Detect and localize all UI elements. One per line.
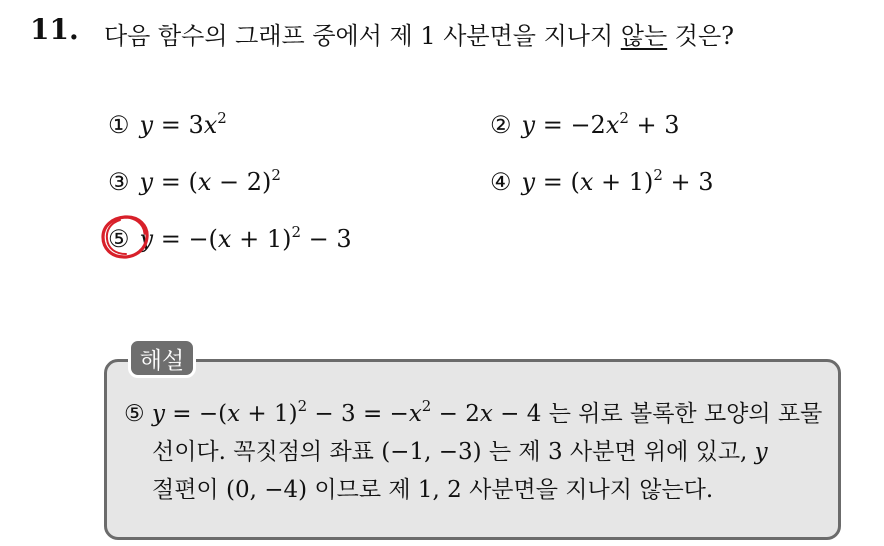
explanation-line-1: ⑤ $y = -(x + 1)^2 - 3 = -x^2 - 2x - 4$ 는 위로 볼록한 모양의 포물 [124, 397, 823, 427]
choice-1-formula: $y = 3x^2$ [139, 109, 227, 139]
question-number: 11. [30, 13, 79, 46]
explanation-line-2: 선이다. 꼭짓점의 좌표 (−1, −3) 는 제 3 사분면 위에 있고, y [152, 439, 768, 465]
question-text-underlined: 않는 [620, 22, 668, 50]
choice-3-formula: $y = (x - 2)^2$ [139, 166, 281, 196]
choice-4-formula: $y = (x + 1)^2 + 3$ [521, 166, 714, 196]
choice-5-mark: ⑤ [108, 225, 130, 253]
choice-4-mark: ④ [490, 168, 512, 196]
explanation-tab: 해설 [128, 338, 196, 378]
choice-4[interactable] [490, 168, 714, 196]
question-text [104, 16, 734, 51]
explanation-line-3: 절편이 (0, −4) 이므로 제 1, 2 사분면을 지나지 않는다. [152, 477, 714, 503]
choice-2-formula: $y = -2x^2 + 3$ [521, 109, 680, 139]
choice-2[interactable] [490, 111, 680, 139]
choice-5[interactable] [108, 225, 352, 253]
question-text-after: 것은? [667, 22, 735, 50]
choice-1-mark: ① [108, 111, 130, 139]
choice-2-mark: ② [490, 111, 512, 139]
choice-3[interactable] [108, 168, 281, 196]
question-text-before: 다음 함수의 그래프 중에서 제 1 사분면을 지나지 [104, 22, 621, 50]
choice-1[interactable] [108, 111, 227, 139]
choice-5-formula: $y = -(x + 1)^2 - 3$ [139, 223, 352, 253]
choice-3-mark: ③ [108, 168, 130, 196]
